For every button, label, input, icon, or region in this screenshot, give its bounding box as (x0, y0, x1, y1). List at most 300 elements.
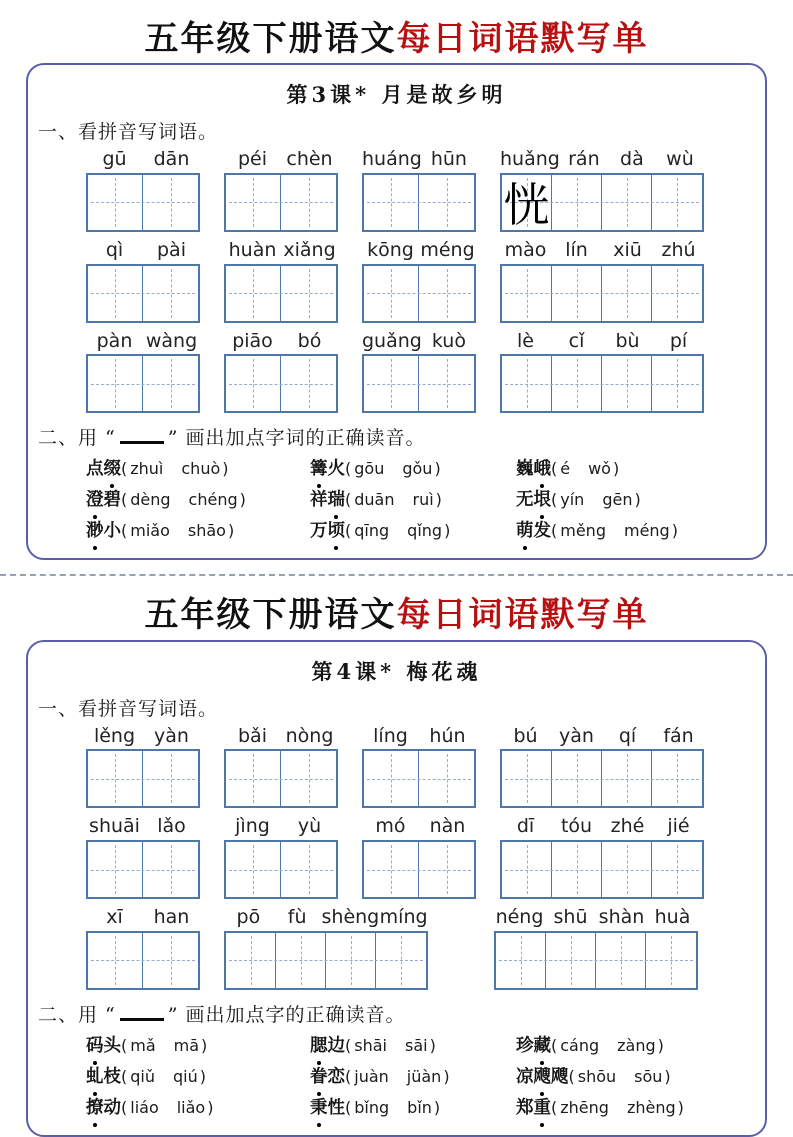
grid-cell (502, 356, 552, 411)
page-title (0, 20, 793, 59)
grid-cell (552, 356, 602, 411)
word-hanzi (86, 1098, 121, 1118)
grid-cell (143, 751, 198, 806)
character-writing-grid (224, 354, 338, 413)
pinyin-option-2: chéng (188, 490, 238, 510)
pinyin-writing-rows-2 (28, 725, 765, 990)
hanzi-char: 码 (86, 1032, 104, 1061)
pinyin-syllable: míng (379, 906, 428, 929)
grid-cell (281, 842, 336, 897)
hanzi-char: 峨 (534, 455, 552, 484)
character-writing-grid (224, 264, 338, 323)
word-choice-item (516, 485, 765, 515)
pinyin-syllable: pō (236, 906, 261, 929)
pinyin-syllable: péi (237, 148, 268, 171)
pinyin-syllable: bú (513, 724, 538, 747)
worksheet-box-2 (26, 640, 767, 1137)
grid-cell (652, 842, 702, 897)
pinyin-option-1: juàn (354, 1066, 389, 1086)
pinyin-syllable: huà (654, 906, 691, 929)
pinyin-label (86, 815, 200, 838)
word-hanzi (310, 521, 345, 541)
pinyin-label (224, 815, 338, 838)
pinyin-label (362, 330, 476, 353)
hanzi-char: 无 (516, 490, 534, 511)
word-hanzi (310, 1036, 345, 1056)
pinyin-options: ( miǎo shāo ) (121, 521, 235, 541)
grid-cell (552, 842, 602, 897)
grid-cell (602, 751, 652, 806)
pinyin-syllable: shàn (598, 906, 645, 929)
grid-cell (502, 751, 552, 806)
pinyin-word-group (362, 239, 476, 323)
hanzi-char: 瑞 (328, 486, 346, 515)
pinyin-word-group (224, 239, 338, 323)
hanzi-char: 秉 (310, 1094, 328, 1123)
hanzi-char: 性 (327, 1097, 345, 1118)
grid-cell (496, 933, 546, 988)
grid-cell (226, 175, 281, 230)
word-choice-item (86, 516, 310, 546)
character-writing-grid (224, 173, 338, 232)
grid-cell (226, 842, 281, 897)
hanzi-char: 缀 (104, 455, 122, 484)
pinyin-word-group (362, 330, 476, 414)
word-hanzi (516, 1067, 569, 1087)
pinyin-label (224, 906, 428, 929)
grid-cell (143, 266, 198, 321)
word-choice-item (310, 1093, 516, 1123)
pinyin-option-2: ruì (412, 490, 434, 510)
word-choice-item (310, 454, 516, 484)
character-writing-grid (224, 749, 338, 808)
underline-blank (120, 1008, 164, 1021)
grid-cell (88, 751, 143, 806)
pinyin-option-2: jüàn (406, 1066, 442, 1086)
pinyin-option-2: chuò (181, 459, 221, 479)
pinyin-syllable: bó (297, 329, 322, 352)
character-writing-grid (500, 840, 704, 899)
pinyin-option-1: zhuì (130, 459, 164, 479)
pinyin-syllable: dī (516, 815, 535, 838)
word-choice-grid-1 (28, 454, 765, 546)
hanzi-char: 篝 (310, 455, 328, 484)
grid-cell (88, 175, 143, 230)
pinyin-syllable: kōng (367, 238, 414, 261)
pinyin-syllable: xiǎng (283, 238, 336, 261)
worksheet-page-2 (0, 576, 793, 1136)
hanzi-char: 渺 (86, 517, 104, 546)
character-writing-grid (362, 840, 476, 899)
page-title-2 (0, 596, 793, 635)
pinyin-options: ( yín gēn ) (551, 490, 641, 510)
pinyin-syllable: jié (667, 815, 690, 838)
pinyin-syllable: rán (568, 148, 600, 171)
character-writing-grid (362, 354, 476, 413)
pinyin-options: ( bǐng bǐn ) (345, 1097, 441, 1117)
pinyin-syllable: qì (105, 238, 124, 261)
grid-cell (552, 266, 602, 321)
word-choice-item (310, 1031, 516, 1061)
hanzi-char: 眷 (310, 1063, 328, 1092)
pinyin-option-1: duān (354, 490, 395, 510)
section1-heading-1: 一、看拼音写词语。 (38, 121, 219, 144)
grid-cell (602, 266, 652, 321)
grid-cell (646, 933, 696, 988)
pinyin-label (500, 148, 704, 171)
pinyin-syllable: yù (297, 815, 322, 838)
hanzi-char: 虬 (86, 1063, 104, 1092)
grid-cell (143, 356, 198, 411)
grid-cell (88, 356, 143, 411)
page-title-black-part: 五年级下册语文 (144, 595, 397, 636)
hanzi-char: 顷 (328, 517, 346, 546)
pinyin-writing-rows-1 (28, 148, 765, 413)
pinyin-option-1: é (560, 459, 571, 479)
hanzi-char: 腮 (310, 1032, 328, 1061)
pinyin-options: ( juàn jüàn ) (345, 1066, 450, 1086)
character-writing-grid (224, 840, 338, 899)
word-hanzi (310, 459, 345, 479)
character-writing-grid (500, 749, 704, 808)
word-choice-item (86, 1031, 310, 1061)
word-hanzi (310, 1098, 345, 1118)
pinyin-syllable: cǐ (568, 329, 585, 352)
grid-cell (88, 933, 143, 988)
pinyin-word-group (86, 148, 200, 232)
grid-cell (364, 266, 419, 321)
pinyin-option-2: liǎo (176, 1097, 206, 1117)
grid-cell (143, 842, 198, 897)
pinyin-option-2: qiú (173, 1066, 198, 1086)
hanzi-char: 巍 (516, 459, 534, 480)
pinyin-word-group (86, 815, 200, 899)
pinyin-syllable: dà (620, 148, 644, 171)
word-choice-grid-2 (28, 1031, 765, 1123)
grid-cell (226, 266, 281, 321)
character-writing-grid (500, 354, 704, 413)
pinyin-syllable: gū (102, 148, 127, 171)
grid-cell (419, 356, 474, 411)
pinyin-label (362, 239, 476, 262)
character-writing-grid (362, 264, 476, 323)
word-choice-item (516, 1062, 765, 1092)
pinyin-label (362, 148, 476, 171)
grid-cell (226, 356, 281, 411)
pinyin-word-group (224, 330, 338, 414)
pinyin-option-2: shāo (187, 521, 226, 541)
pinyin-syllable: huáng (362, 148, 422, 171)
hanzi-char: 澄 (86, 486, 104, 515)
pinyin-option-1: qīng (354, 521, 390, 541)
hanzi-char: 头 (103, 1035, 121, 1056)
pinyin-word-group (86, 725, 200, 809)
pinyin-option-1: yín (560, 490, 585, 510)
section2-heading-1 (38, 423, 765, 450)
hanzi-char: 恋 (327, 1066, 345, 1087)
pinyin-syllable: tóu (560, 815, 593, 838)
grid-cell (281, 266, 336, 321)
word-hanzi (86, 459, 121, 479)
character-writing-grid (362, 173, 476, 232)
word-choice-item (516, 454, 765, 484)
grid-cell (502, 175, 552, 233)
pinyin-option-1: gōu (354, 459, 385, 479)
word-hanzi (516, 490, 551, 510)
hanzi-char: 祥 (310, 490, 328, 511)
grid-cell (419, 751, 474, 806)
grid-cell (364, 751, 419, 806)
pinyin-row (86, 148, 765, 232)
character-writing-grid (86, 840, 200, 899)
grid-cell (281, 751, 336, 806)
word-choice-item (516, 516, 765, 546)
section2-heading-pre: 二、用 “ (38, 1003, 116, 1026)
pinyin-syllable: líng (373, 724, 408, 747)
pinyin-syllable: kuò (431, 329, 466, 352)
pinyin-word-group (86, 330, 200, 414)
hanzi-char: 郑 (516, 1097, 534, 1118)
pinyin-option-1: cáng (560, 1035, 600, 1055)
section1-heading-2: 一、看拼音写词语。 (38, 697, 219, 720)
character-writing-grid (86, 264, 200, 323)
grid-cell (364, 842, 419, 897)
grid-cell (143, 175, 198, 230)
pinyin-options: ( shōu sōu ) (568, 1066, 671, 1086)
pinyin-row (86, 906, 765, 990)
grid-cell (602, 356, 652, 411)
pinyin-label (86, 906, 200, 929)
page-title-black-part: 五年级下册语文 (144, 19, 397, 59)
pinyin-syllable: lěng (93, 724, 136, 747)
pinyin-syllable: yàn (559, 724, 594, 747)
grid-cell (652, 356, 702, 411)
hanzi-char: 飕 (551, 1066, 569, 1087)
pinyin-option-2: qǐng (407, 521, 443, 541)
pinyin-options: ( zhēng zhèng ) (551, 1097, 684, 1117)
pinyin-option-2: sāi (404, 1035, 428, 1055)
word-choice-item (516, 1093, 765, 1123)
pinyin-options: ( měng méng ) (551, 521, 678, 541)
hanzi-char: 点 (86, 459, 104, 480)
pinyin-word-group (500, 330, 704, 414)
pinyin-word-group (362, 815, 476, 899)
section2-heading-post: ” 画出加点字的正确读音。 (167, 1003, 406, 1026)
pinyin-row (86, 725, 765, 809)
hanzi-char: 枝 (103, 1066, 121, 1087)
pinyin-label (86, 330, 200, 353)
character-writing-grid (500, 173, 704, 232)
hanzi-char: 萌 (516, 517, 534, 546)
character-writing-grid (500, 264, 704, 323)
grid-cell (552, 751, 602, 806)
pinyin-option-1: liáo (130, 1097, 159, 1117)
grid-cell (376, 933, 426, 988)
page-title-red-part: 每日词语默写单 (396, 19, 649, 59)
worksheet-page-1 (0, 0, 793, 560)
pinyin-syllable: fán (663, 724, 694, 747)
section2-heading-pre: 二、用 “ (38, 427, 116, 450)
grid-cell (143, 933, 198, 988)
pinyin-word-group (494, 906, 698, 990)
pinyin-options: ( é wǒ ) (551, 459, 620, 479)
character-writing-grid (86, 931, 200, 990)
grid-cell (226, 933, 276, 988)
pinyin-syllable: bù (615, 329, 640, 352)
pinyin-option-1: shōu (577, 1066, 617, 1086)
pinyin-label (224, 239, 338, 262)
character-writing-grid (86, 354, 200, 413)
pinyin-syllable: piāo (232, 329, 273, 352)
hanzi-char: 火 (327, 459, 345, 480)
hanzi-char: 垠 (534, 486, 552, 515)
pinyin-syllable: pài (157, 238, 186, 261)
word-hanzi (86, 521, 121, 541)
word-choice-item (516, 1031, 765, 1061)
grid-cell (652, 266, 702, 321)
pinyin-word-group (362, 725, 476, 809)
pinyin-label (500, 330, 704, 353)
word-choice-item (310, 485, 516, 515)
pinyin-options: ( liáo liǎo ) (121, 1097, 214, 1117)
pinyin-options: ( cáng zàng ) (551, 1035, 664, 1055)
character-writing-grid (224, 931, 428, 990)
grid-cell (326, 933, 376, 988)
grid-cell (502, 842, 552, 897)
word-hanzi (86, 1067, 121, 1087)
pinyin-word-group (362, 148, 476, 232)
pinyin-option-2: zàng (617, 1035, 656, 1055)
pinyin-syllable: xī (106, 906, 123, 929)
pinyin-label (500, 815, 704, 838)
hanzi-char: 凉 (516, 1066, 534, 1087)
grid-cell (419, 842, 474, 897)
grid-cell (552, 175, 602, 230)
pinyin-syllable: yàn (154, 724, 189, 747)
pinyin-syllable: shuāi (89, 815, 140, 838)
pinyin-syllable: mó (375, 815, 406, 838)
character-writing-grid (362, 749, 476, 808)
pinyin-option-2: wǒ (588, 459, 611, 479)
hanzi-char: 碧 (103, 490, 121, 511)
pinyin-syllable: dān (153, 148, 190, 171)
lesson-title-2: 第4课* 梅花魂 (311, 658, 482, 684)
pinyin-syllable: nòng (285, 724, 334, 747)
word-choice-item (86, 1093, 310, 1123)
grid-cell (652, 751, 702, 806)
pinyin-option-1: miǎo (130, 521, 170, 541)
pinyin-option-2: mā (173, 1035, 200, 1055)
grid-cell (88, 266, 143, 321)
word-choice-item (310, 1062, 516, 1092)
pinyin-options: ( qiǔ qiú ) (121, 1066, 206, 1086)
hanzi-char: 万 (310, 521, 328, 542)
pinyin-option-1: dèng (130, 490, 171, 510)
pinyin-label (86, 239, 200, 262)
pinyin-option-2: sōu (634, 1066, 663, 1086)
pinyin-syllable: qí (618, 724, 637, 747)
pinyin-label (362, 815, 476, 838)
pinyin-syllable: lín (565, 238, 588, 261)
word-choice-item (86, 1062, 310, 1092)
character-writing-grid (86, 173, 200, 232)
word-choice-item (86, 485, 310, 515)
pinyin-syllable: nàn (429, 815, 466, 838)
pinyin-syllable: huǎng (500, 148, 560, 171)
pinyin-syllable: guǎng (362, 329, 422, 352)
pinyin-option-1: měng (560, 521, 606, 541)
word-hanzi (516, 1098, 551, 1118)
page-title-red-part: 每日词语默写单 (396, 595, 649, 636)
word-hanzi (516, 459, 551, 479)
pinyin-option-2: gēn (602, 490, 633, 510)
pinyin-word-group (500, 815, 704, 899)
pinyin-options: ( dèng chéng ) (121, 490, 246, 510)
pinyin-syllable: bǎi (238, 724, 267, 747)
pinyin-syllable: néng (495, 906, 544, 929)
grid-cell (364, 175, 419, 230)
hanzi-char: 发 (533, 521, 551, 542)
pinyin-row (86, 815, 765, 899)
lesson-title-1: 第3课* 月是故乡明 (286, 82, 507, 108)
word-hanzi (516, 1036, 551, 1056)
pinyin-word-group (224, 148, 338, 232)
pinyin-label (86, 725, 200, 748)
pinyin-label (362, 725, 476, 748)
hanzi-char: 珍 (516, 1035, 534, 1056)
pinyin-option-2: zhèng (626, 1097, 676, 1117)
word-hanzi (86, 1036, 121, 1056)
grid-cell (88, 842, 143, 897)
pinyin-syllable: shèng (321, 906, 380, 929)
pinyin-row (86, 239, 765, 323)
pinyin-syllable: zhú (661, 238, 696, 261)
pinyin-syllable: lǎo (157, 815, 186, 838)
grid-cell (602, 175, 652, 230)
pinyin-word-group (224, 906, 428, 990)
pinyin-label (500, 725, 704, 748)
pinyin-syllable: hūn (430, 148, 467, 171)
grid-cell (281, 356, 336, 411)
word-choice-item (86, 454, 310, 484)
pinyin-options: ( duān ruì ) (345, 490, 442, 510)
hanzi-char: 飕 (534, 1063, 552, 1092)
pinyin-syllable: chèn (286, 148, 333, 171)
pinyin-label (224, 330, 338, 353)
pinyin-options: ( qīng qǐng ) (345, 521, 451, 541)
pinyin-syllable: xiū (613, 238, 642, 261)
pinyin-syllable: wù (666, 148, 694, 171)
underline-blank (120, 431, 164, 444)
grid-cell (602, 842, 652, 897)
hanzi-char: 边 (327, 1035, 345, 1056)
hanzi-char: 动 (103, 1097, 121, 1118)
pinyin-word-group (500, 148, 704, 232)
grid-cell (419, 266, 474, 321)
word-hanzi (516, 521, 551, 541)
pinyin-option-1: bǐng (354, 1097, 390, 1117)
grid-cell (502, 266, 552, 321)
section2-heading-2 (38, 1000, 765, 1027)
pinyin-option-1: qiǔ (130, 1066, 155, 1086)
pinyin-options: ( mǎ mā ) (121, 1035, 208, 1055)
pinyin-label (86, 148, 200, 171)
pinyin-syllable: zhé (610, 815, 645, 838)
pinyin-syllable: wàng (145, 329, 198, 352)
word-choice-item (310, 516, 516, 546)
pinyin-word-group (500, 239, 704, 323)
pinyin-syllable: pí (669, 329, 688, 352)
